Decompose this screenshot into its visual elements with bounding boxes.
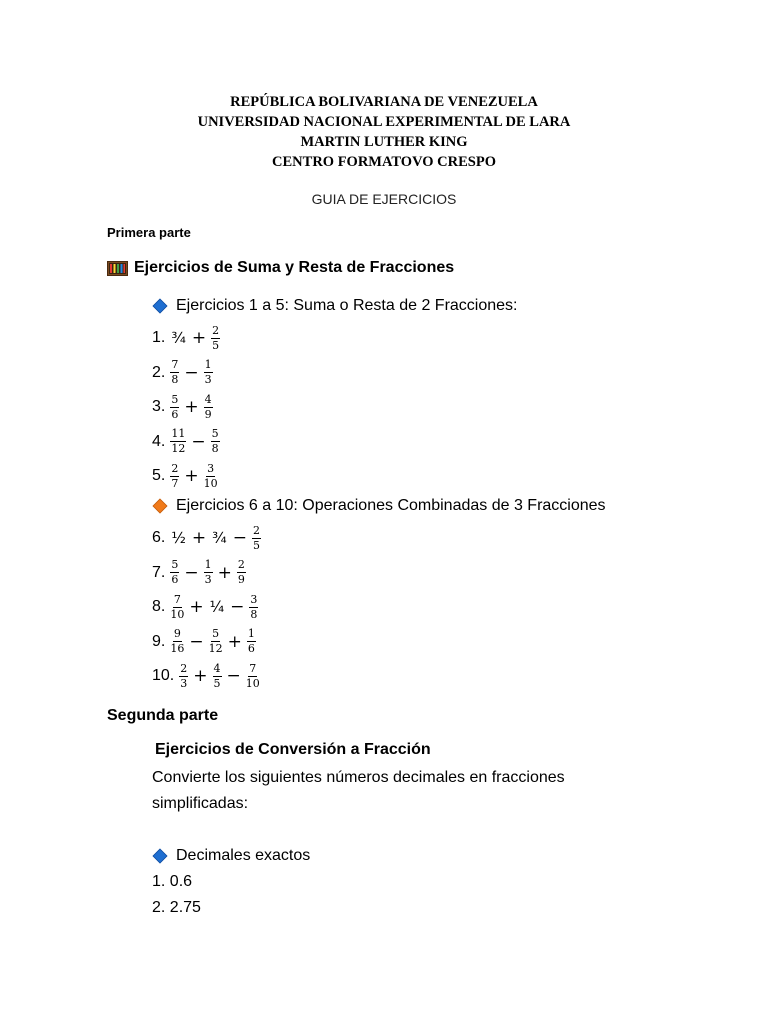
exercise-item — [152, 459, 220, 493]
exercise-number: 3. — [152, 398, 166, 415]
part-2-section-title: Ejercicios de Conversión a Fracción — [155, 741, 431, 758]
fraction-numerator: 4 — [204, 392, 212, 406]
fraction-denominator: 8 — [211, 442, 219, 455]
group-2-heading-text: Ejercicios 6 a 10: Operaciones Combinadas de 3 Fracciones — [176, 497, 606, 514]
exercise-number: 4. — [152, 432, 166, 450]
fraction-numerator: 4 — [213, 661, 221, 675]
exercise-number: 5. — [152, 467, 166, 484]
fraction-denominator: 5 — [213, 676, 221, 690]
exercise-item — [152, 521, 263, 555]
fraction — [204, 559, 213, 586]
fraction-numerator: 1 — [204, 558, 212, 571]
operator: − — [230, 597, 245, 617]
fraction-numerator: 11 — [171, 427, 186, 440]
fraction-numerator: 3 — [207, 461, 215, 475]
part-2-description: Convierte los siguientes números decimales en fracciones simplificadas: — [152, 769, 565, 812]
fraction-denominator: 10 — [170, 607, 185, 621]
fraction-numerator: 2 — [212, 323, 220, 337]
fraction-numerator: 5 — [171, 558, 179, 571]
operator: − — [189, 631, 204, 652]
orange-diamond-icon — [152, 498, 168, 514]
fraction-denominator: 8 — [250, 607, 258, 621]
fraction-denominator: 5 — [212, 338, 220, 352]
operator: − — [184, 562, 199, 583]
exercise-number: 8. — [152, 598, 166, 615]
fraction-numerator: 7 — [173, 592, 181, 606]
fraction-numerator: 7 — [249, 661, 257, 675]
exercise-number: 6. — [152, 529, 166, 546]
fraction-denominator: 6 — [171, 407, 179, 421]
operator: + — [191, 528, 207, 548]
fraction-numerator: 3 — [250, 592, 258, 606]
operator: − — [191, 431, 206, 452]
operator: + — [227, 631, 242, 652]
fraction-denominator: 3 — [180, 676, 188, 690]
fraction — [170, 559, 179, 586]
fraction-denominator: 6 — [171, 573, 179, 586]
fraction — [204, 463, 218, 490]
fraction-denominator: 16 — [170, 642, 185, 655]
institution-header — [0, 92, 768, 172]
fraction — [179, 663, 188, 690]
fraction-denominator: 12 — [171, 442, 186, 455]
operator: − — [184, 362, 199, 383]
fraction — [204, 359, 213, 386]
part-2-label: Segunda parte — [107, 707, 219, 724]
unicode-fraction: ¾ — [212, 529, 227, 547]
fraction-numerator: 2 — [237, 558, 245, 571]
header-line-1: REPÚBLICA BOLIVARIANA DE VENEZUELA — [230, 94, 538, 110]
header-line-3: MARTIN LUTHER KING — [300, 134, 468, 150]
fraction-numerator: 2 — [171, 461, 179, 475]
fraction-numerator: 5 — [212, 627, 220, 640]
fraction-numerator: 1 — [204, 358, 212, 371]
exercise-item — [152, 390, 215, 424]
decimal-item: 2. 2.75 — [152, 899, 201, 916]
fraction-denominator: 3 — [204, 373, 212, 386]
fraction-numerator: 2 — [252, 523, 260, 537]
fraction-numerator: 7 — [171, 358, 179, 371]
fraction-denominator: 3 — [204, 573, 212, 586]
fraction-denominator: 12 — [208, 642, 223, 655]
fraction — [170, 594, 184, 621]
exercise-number: 9. — [152, 632, 166, 650]
blue-diamond-icon — [152, 848, 168, 864]
exercise-number: 1. — [152, 329, 166, 346]
part-1-label: Primera parte — [107, 225, 191, 240]
exercise-number: 2. — [152, 363, 166, 381]
operator: − — [226, 666, 241, 686]
blue-diamond-icon — [152, 298, 168, 314]
exercise-item — [152, 556, 248, 590]
operator: + — [184, 466, 199, 486]
unicode-fraction: ½ — [171, 529, 186, 547]
exercise-item — [152, 321, 222, 355]
fraction — [204, 394, 213, 421]
fraction-numerator: 2 — [180, 661, 188, 675]
fraction-denominator: 10 — [203, 476, 218, 490]
fraction — [170, 628, 184, 655]
exercise-number: 10. — [152, 667, 175, 684]
operator: + — [184, 397, 199, 417]
fraction — [213, 663, 222, 690]
operator: + — [217, 562, 232, 583]
exercise-number: 7. — [152, 563, 166, 581]
exercise-item — [152, 425, 222, 459]
decimals-heading — [152, 847, 310, 865]
header-line-2: UNIVERSIDAD NACIONAL EXPERIMENTAL DE LARA — [197, 114, 571, 130]
fraction — [247, 628, 256, 655]
part-1-section-title-text: Ejercicios de Suma y Resta de Fracciones — [134, 259, 455, 276]
group-1-heading-text: Ejercicios 1 a 5: Suma o Resta de 2 Fracciones: — [176, 297, 518, 314]
fraction-numerator: 1 — [247, 627, 255, 640]
operator: + — [189, 597, 204, 617]
fraction — [209, 628, 223, 655]
fraction — [170, 463, 179, 490]
document-title: GUIA DE EJERCICIOS — [311, 191, 457, 207]
fraction — [237, 559, 246, 586]
fraction-denominator: 9 — [237, 573, 245, 586]
exercise-item — [152, 659, 262, 693]
unicode-fraction: ¾ — [171, 329, 186, 347]
fraction — [211, 428, 220, 455]
exercise-item — [152, 590, 260, 624]
unicode-fraction: ¼ — [209, 598, 225, 616]
fraction-denominator: 5 — [252, 538, 260, 552]
operator: − — [232, 528, 247, 548]
abacus-icon — [107, 261, 128, 276]
fraction-denominator: 7 — [171, 476, 179, 490]
exercise-item — [152, 625, 258, 659]
fraction — [211, 325, 220, 352]
fraction — [252, 525, 261, 552]
group-2-heading — [152, 497, 606, 515]
fraction — [170, 359, 179, 386]
group-1-heading — [152, 297, 518, 315]
operator: + — [191, 328, 207, 348]
fraction — [249, 594, 258, 621]
fraction — [246, 663, 260, 690]
fraction — [170, 428, 186, 455]
operator: + — [193, 666, 208, 686]
fraction — [170, 394, 179, 421]
exercise-item — [152, 356, 215, 390]
fraction-numerator: 9 — [173, 627, 181, 640]
decimals-heading-text: Decimales exactos — [176, 847, 311, 864]
decimal-item: 1. 0.6 — [152, 873, 193, 890]
fraction-denominator: 6 — [247, 642, 255, 655]
part-1-section-title — [107, 259, 454, 277]
fraction-denominator: 9 — [204, 407, 212, 421]
fraction-denominator: 8 — [171, 373, 179, 386]
fraction-numerator: 5 — [211, 427, 219, 440]
fraction-denominator: 10 — [245, 676, 260, 690]
header-line-4: CENTRO FORMATOVO CRESPO — [272, 154, 496, 170]
fraction-numerator: 5 — [171, 392, 179, 406]
